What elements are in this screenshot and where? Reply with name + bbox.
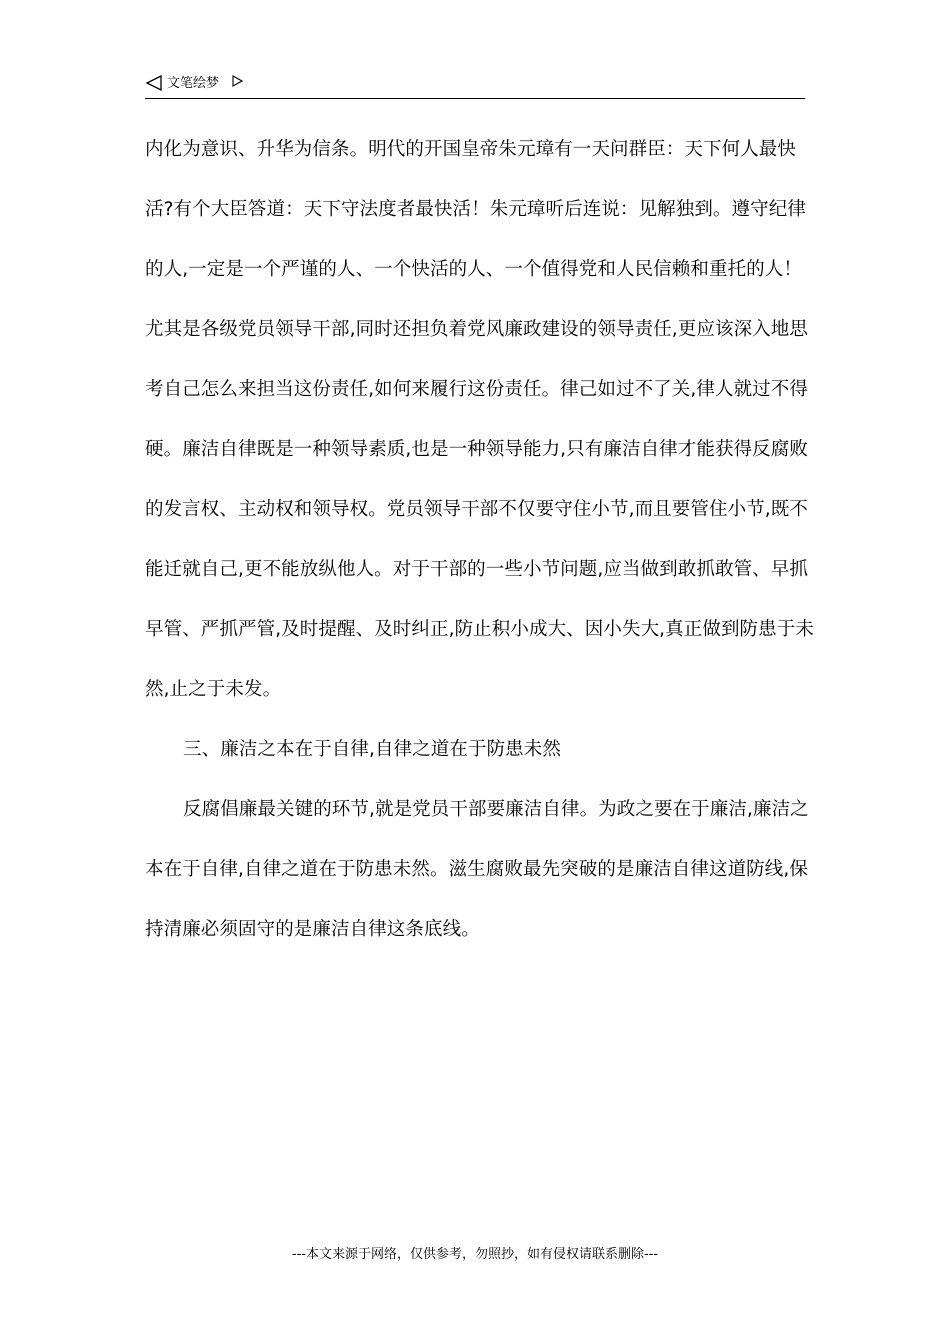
triangle-left-outline-icon <box>145 74 163 92</box>
paragraph: 内化为意识、升华为信条。明代的开国皇帝朱元璋有一天问群臣：天下何人最快活?有个大臣答道：天下守法度者最快活！朱元璋听后连说：见解独到。遵守纪律的人,一定是一个严谨的人、一个快活的人、一个值得党和人民信赖和重托的人！尤其是各级党员领导干部,同时还担负着党风廉政建设的领导责任,更应该深入地思考自己怎么来担当这份责任,如何来履行这份责任。律己如过不了关,律人就过不得硬。廉洁自律既是一种领导素质,也是一种领导能力,只有廉洁自律才能获得反腐败的发言权、主动权和领导权。党员领导干部不仅要守住小节,而且要管住小节,既不能迁就自己,更不能放纵他人。对于干部的一些小节问题,应当做到敢抓敢管、早抓早管、严抓严管,及时提醒、及时纠正,防止积小成大、因小失大,真正做到防患于未然,止之于未发。 <box>145 139 814 700</box>
paragraph: 反腐倡廉最关键的环节,就是党员干部要廉洁自律。为政之要在于廉洁,廉洁之本在于自律,自律之道在于防患未然。滋生腐败最先突破的是廉洁自律这道防线,保持清廉必须固守的是廉洁自律这条底线。 <box>145 799 809 940</box>
page-header <box>145 72 805 99</box>
triangle-right-outline-icon <box>231 75 243 87</box>
document-body <box>145 120 815 960</box>
section-heading: 三、廉洁之本在于自律,自律之道在于防患未然 <box>183 739 561 760</box>
footer-disclaimer: ---本文来源于网络，仅供参考，勿照抄，如有侵权请联系删除--- <box>291 1247 659 1262</box>
header-title: 文笔绘梦 <box>167 76 220 91</box>
